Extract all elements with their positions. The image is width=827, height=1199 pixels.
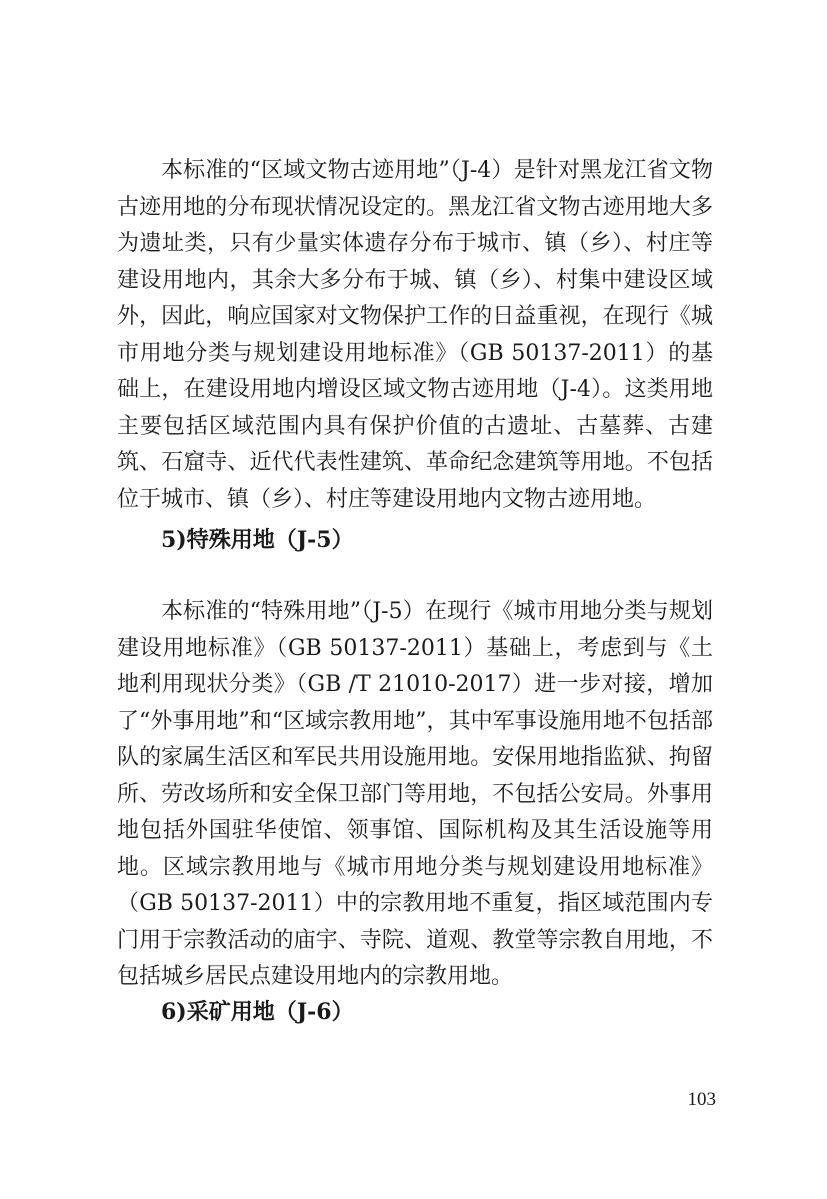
section-heading-mining-land: 6)采矿用地（J-6）	[161, 999, 354, 1025]
page-number: 103	[687, 1089, 716, 1110]
paragraph-special-land: 本标准的“特殊用地”（J-5）在现行《城市用地分类与规划建设用地标准》（GB 50137-2011）基础上，考虑到与《土地利用现状分类》（GB /T 21010-2017）进一步对接，增加了“外事用地”和“区域宗教用地”，其中军事设施用地不包括部队的家属生活区和军民共用设施用地。安保用地指监狱、拘留所、劳改场所和安全保卫部门等用地，不包括公安局。外事用地包括外国驻华使馆、领事馆、国际机构及其生活设施等用地。区域宗教用地与《城市用地分类与规划建设用地标准》（GB 50137-2011）中的宗教用地不重复，指区域范围内专门用于宗教活动的庙宇、寺院、道观、教堂等宗教自用地，不包括城乡居民点建设用地内的宗教用地。	[117, 599, 713, 989]
paragraph-regional-heritage-land: 本标准的“区域文物古迹用地”（J-4）是针对黑龙江省文物古迹用地的分布现状情况设定的。黑龙江省文物古迹用地大多为遗址类，只有少量实体遗存分布于城市、镇（乡）、村庄等建设用地内，其余大多分布于城、镇（乡）、村集中建设区域外，因此，响应国家对文物保护工作的日益重视，在现行《城市用地分类与规划建设用地标准》（GB 50137-2011）的基础上，在建设用地内增设区域文物古迹用地（J-4）。这类用地主要包括区域范围内具有保护价值的古遗址、古墓葬、古建筑、石窟寺、近代代表性建筑、革命纪念建筑等用地。不包括位于城市、镇（乡）、村庄等建设用地内文物古迹用地。	[117, 158, 713, 512]
section-heading-special-land: 5)特殊用地（J-5）	[161, 527, 354, 553]
